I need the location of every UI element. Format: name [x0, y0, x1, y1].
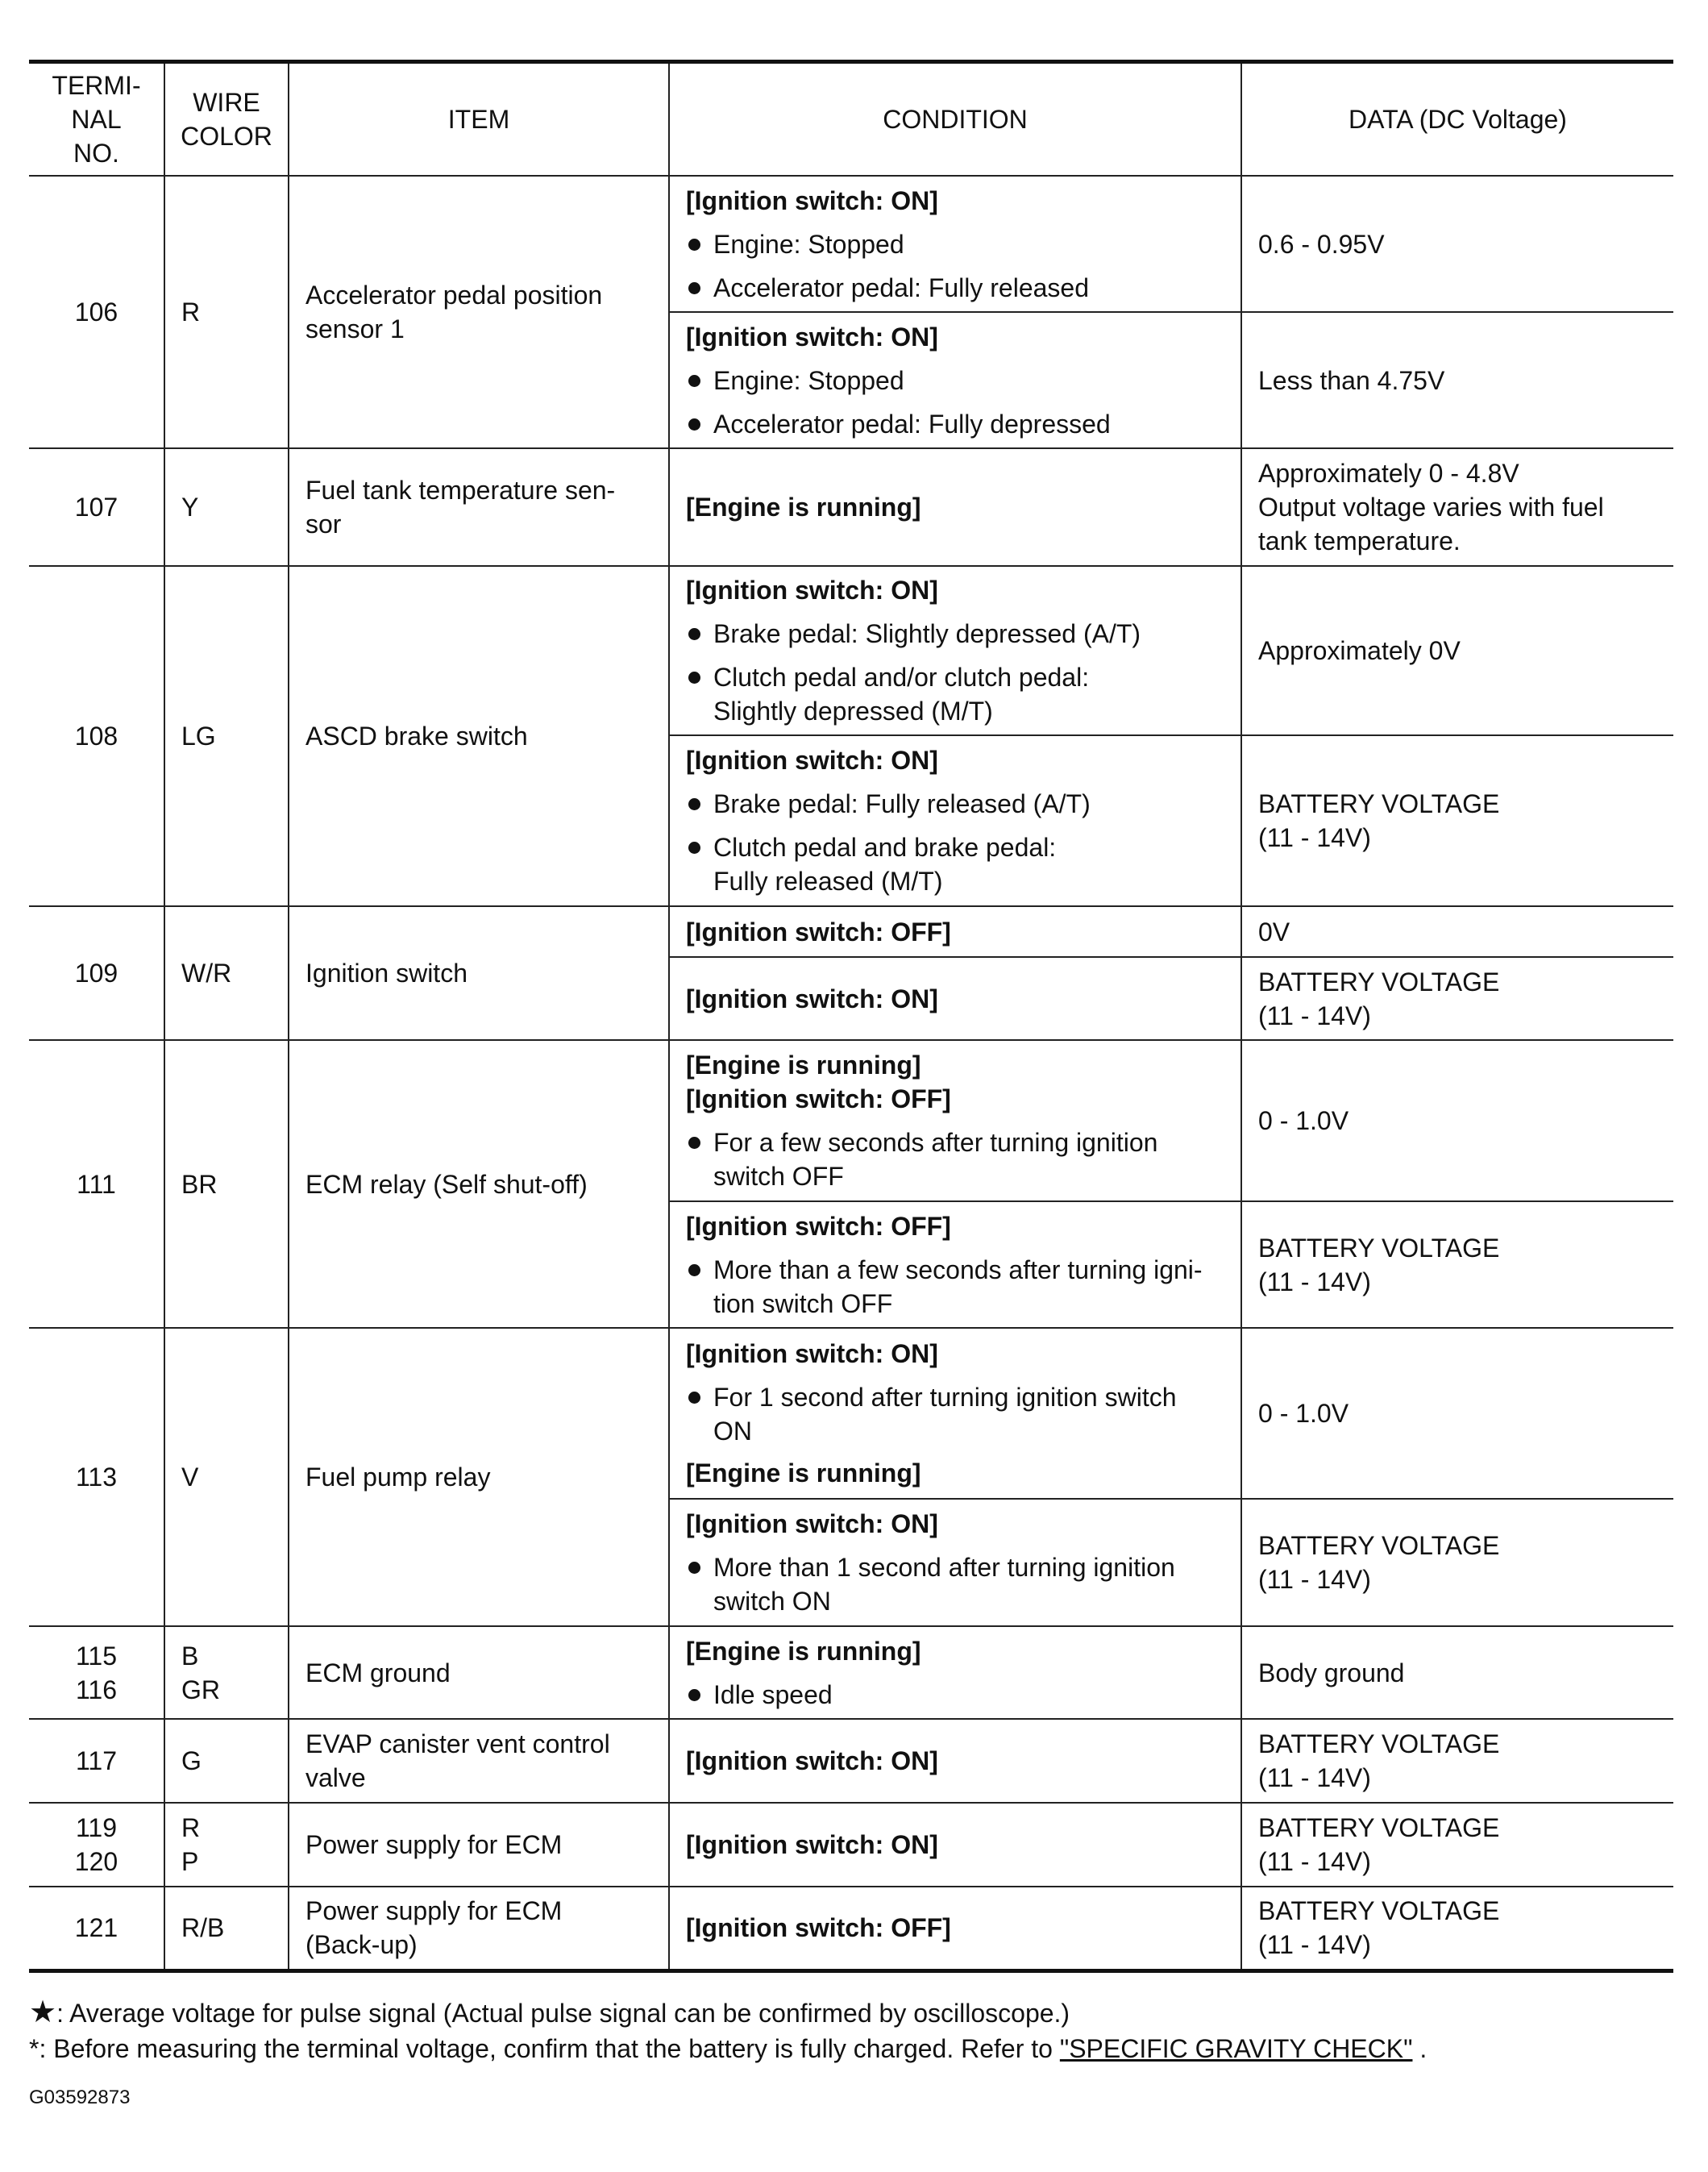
condition-cell — [669, 448, 1241, 566]
condition-heading: [Engine is running] — [686, 1458, 921, 1488]
condition-cell — [669, 566, 1241, 735]
terminal-no: 117 — [29, 1719, 164, 1803]
table-header-row — [29, 62, 1673, 177]
wire-color: LG — [164, 566, 289, 906]
table-row — [29, 1040, 1673, 1201]
condition-cell — [669, 312, 1241, 448]
condition-heading: [Ignition switch: ON] — [686, 1339, 938, 1368]
condition-heading: [Ignition switch: ON] — [686, 322, 938, 352]
wire-color: V — [164, 1328, 289, 1626]
footnote-star — [29, 1995, 1673, 2031]
condition-heading: [Engine is running] — [686, 493, 921, 522]
terminal-no: 115 116 — [29, 1626, 164, 1719]
item-name: Ignition switch — [289, 906, 669, 1040]
item-name: ECM relay (Self shut-off) — [289, 1040, 669, 1328]
data-value: 0 - 1.0V — [1241, 1040, 1673, 1201]
condition-heading: [Ignition switch: ON] — [686, 185, 938, 215]
footnote-asterisk-text: *: Before measuring the terminal voltage, confirm that the battery is fully charged. Refer to — [29, 2034, 1060, 2063]
terminal-no: 111 — [29, 1040, 164, 1328]
condition-heading: [Ignition switch: ON] — [686, 746, 938, 775]
header-terminal-no: TERMI- NAL NO. — [29, 62, 164, 177]
wire-color: R/B — [164, 1887, 289, 1970]
condition-heading: [Ignition switch: ON] — [686, 984, 938, 1013]
data-value: BATTERY VOLTAGE (11 - 14V) — [1241, 1499, 1673, 1626]
condition-heading: [Ignition switch: OFF] — [686, 917, 951, 947]
item-name: ASCD brake switch — [289, 566, 669, 906]
specific-gravity-check-link[interactable]: "SPECIFIC GRAVITY CHECK" — [1059, 2034, 1413, 2063]
condition-cell — [669, 957, 1241, 1040]
condition-heading: [Ignition switch: ON] — [686, 1509, 938, 1538]
data-value: Body ground — [1241, 1626, 1673, 1719]
condition-heading: [Ignition switch: OFF] — [686, 1211, 951, 1241]
condition-cell — [669, 1626, 1241, 1719]
data-value: BATTERY VOLTAGE (11 - 14V) — [1241, 735, 1673, 906]
figure-id: G03592873 — [29, 2087, 131, 2108]
table-row — [29, 1328, 1673, 1499]
condition-heading: [Engine is running] — [686, 1636, 921, 1666]
condition-bullet: Accelerator pedal: Fully released — [686, 271, 1224, 305]
data-value: BATTERY VOLTAGE (11 - 14V) — [1241, 1719, 1673, 1803]
table-row — [29, 176, 1673, 312]
data-value: Less than 4.75V — [1241, 312, 1673, 448]
condition-heading: [Ignition switch: OFF] — [686, 1913, 951, 1943]
condition-bullet: Clutch pedal and brake pedal: Fully released (M/T) — [686, 830, 1224, 898]
footnote-star-text: : Average voltage for pulse signal (Actual pulse signal can be confirmed by oscilloscope.) — [56, 1999, 1070, 2028]
header-item: ITEM — [289, 62, 669, 177]
header-wire-color: WIRE COLOR — [164, 62, 289, 177]
condition-cell — [669, 1887, 1241, 1970]
terminal-no: 106 — [29, 176, 164, 448]
wire-color: R P — [164, 1803, 289, 1887]
condition-heading: [Ignition switch: ON] — [686, 576, 938, 605]
condition-bullet: More than 1 second after turning ignition switch ON — [686, 1550, 1224, 1618]
condition-bullet: Engine: Stopped — [686, 227, 1224, 261]
condition-cell — [669, 735, 1241, 906]
table-row — [29, 448, 1673, 566]
ecm-terminal-table — [29, 60, 1673, 1973]
wire-color: R — [164, 176, 289, 448]
condition-cell — [669, 1499, 1241, 1626]
wire-color: Y — [164, 448, 289, 566]
item-name: Fuel tank temperature sen- sor — [289, 448, 669, 566]
terminal-no: 121 — [29, 1887, 164, 1970]
item-name: ECM ground — [289, 1626, 669, 1719]
condition-cell — [669, 1040, 1241, 1201]
data-value: 0V — [1241, 906, 1673, 957]
terminal-no: 119 120 — [29, 1803, 164, 1887]
data-value: Approximately 0 - 4.8V Output voltage varies with fuel tank temperature. — [1241, 448, 1673, 566]
item-name: EVAP canister vent control valve — [289, 1719, 669, 1803]
table-row — [29, 1803, 1673, 1887]
data-value: BATTERY VOLTAGE (11 - 14V) — [1241, 1887, 1673, 1970]
condition-heading: [Ignition switch: ON] — [686, 1746, 938, 1775]
condition-cell — [669, 1803, 1241, 1887]
condition-cell — [669, 1201, 1241, 1328]
condition-cell — [669, 176, 1241, 312]
terminal-no: 108 — [29, 566, 164, 906]
data-value: BATTERY VOLTAGE (11 - 14V) — [1241, 957, 1673, 1040]
item-name: Power supply for ECM — [289, 1803, 669, 1887]
condition-heading: [Ignition switch: ON] — [686, 1830, 938, 1859]
table-row — [29, 1887, 1673, 1970]
condition-bullet: Engine: Stopped — [686, 364, 1224, 397]
condition-bullet: Brake pedal: Slightly depressed (A/T) — [686, 617, 1224, 651]
condition-heading: [Engine is running] [Ignition switch: OFF] — [686, 1051, 951, 1113]
wire-color: W/R — [164, 906, 289, 1040]
wire-color: G — [164, 1719, 289, 1803]
condition-cell — [669, 906, 1241, 957]
item-name: Accelerator pedal position sensor 1 — [289, 176, 669, 448]
table-row — [29, 1626, 1673, 1719]
data-value: 0 - 1.0V — [1241, 1328, 1673, 1499]
star-icon: ★ — [29, 1995, 57, 2029]
wire-color: BR — [164, 1040, 289, 1328]
data-value: Approximately 0V — [1241, 566, 1673, 735]
terminal-table-container — [29, 60, 1673, 1973]
condition-bullet: For a few seconds after turning ignition switch OFF — [686, 1126, 1224, 1193]
condition-cell — [669, 1719, 1241, 1803]
data-value: BATTERY VOLTAGE (11 - 14V) — [1241, 1803, 1673, 1887]
item-name: Fuel pump relay — [289, 1328, 669, 1626]
table-row — [29, 1719, 1673, 1803]
footnote-asterisk — [29, 2031, 1673, 2066]
data-value: BATTERY VOLTAGE (11 - 14V) — [1241, 1201, 1673, 1328]
condition-bullet: Idle speed — [686, 1678, 1224, 1712]
terminal-no: 107 — [29, 448, 164, 566]
condition-bullet: Brake pedal: Fully released (A/T) — [686, 787, 1224, 821]
header-data: DATA (DC Voltage) — [1241, 62, 1673, 177]
condition-bullet: For 1 second after turning ignition switch ON — [686, 1380, 1224, 1448]
item-name: Power supply for ECM (Back-up) — [289, 1887, 669, 1970]
table-row — [29, 566, 1673, 735]
table-row — [29, 906, 1673, 957]
terminal-no: 109 — [29, 906, 164, 1040]
condition-bullet: Accelerator pedal: Fully depressed — [686, 407, 1224, 441]
condition-bullet: More than a few seconds after turning igni- tion switch OFF — [686, 1253, 1224, 1321]
condition-bullet: Clutch pedal and/or clutch pedal: Slightly depressed (M/T) — [686, 660, 1224, 728]
condition-cell — [669, 1328, 1241, 1499]
header-condition: CONDITION — [669, 62, 1241, 177]
wire-color: B GR — [164, 1626, 289, 1719]
terminal-no: 113 — [29, 1328, 164, 1626]
data-value: 0.6 - 0.95V — [1241, 176, 1673, 312]
footnotes — [29, 1995, 1673, 2066]
footnote-asterisk-end: . — [1412, 2034, 1427, 2063]
